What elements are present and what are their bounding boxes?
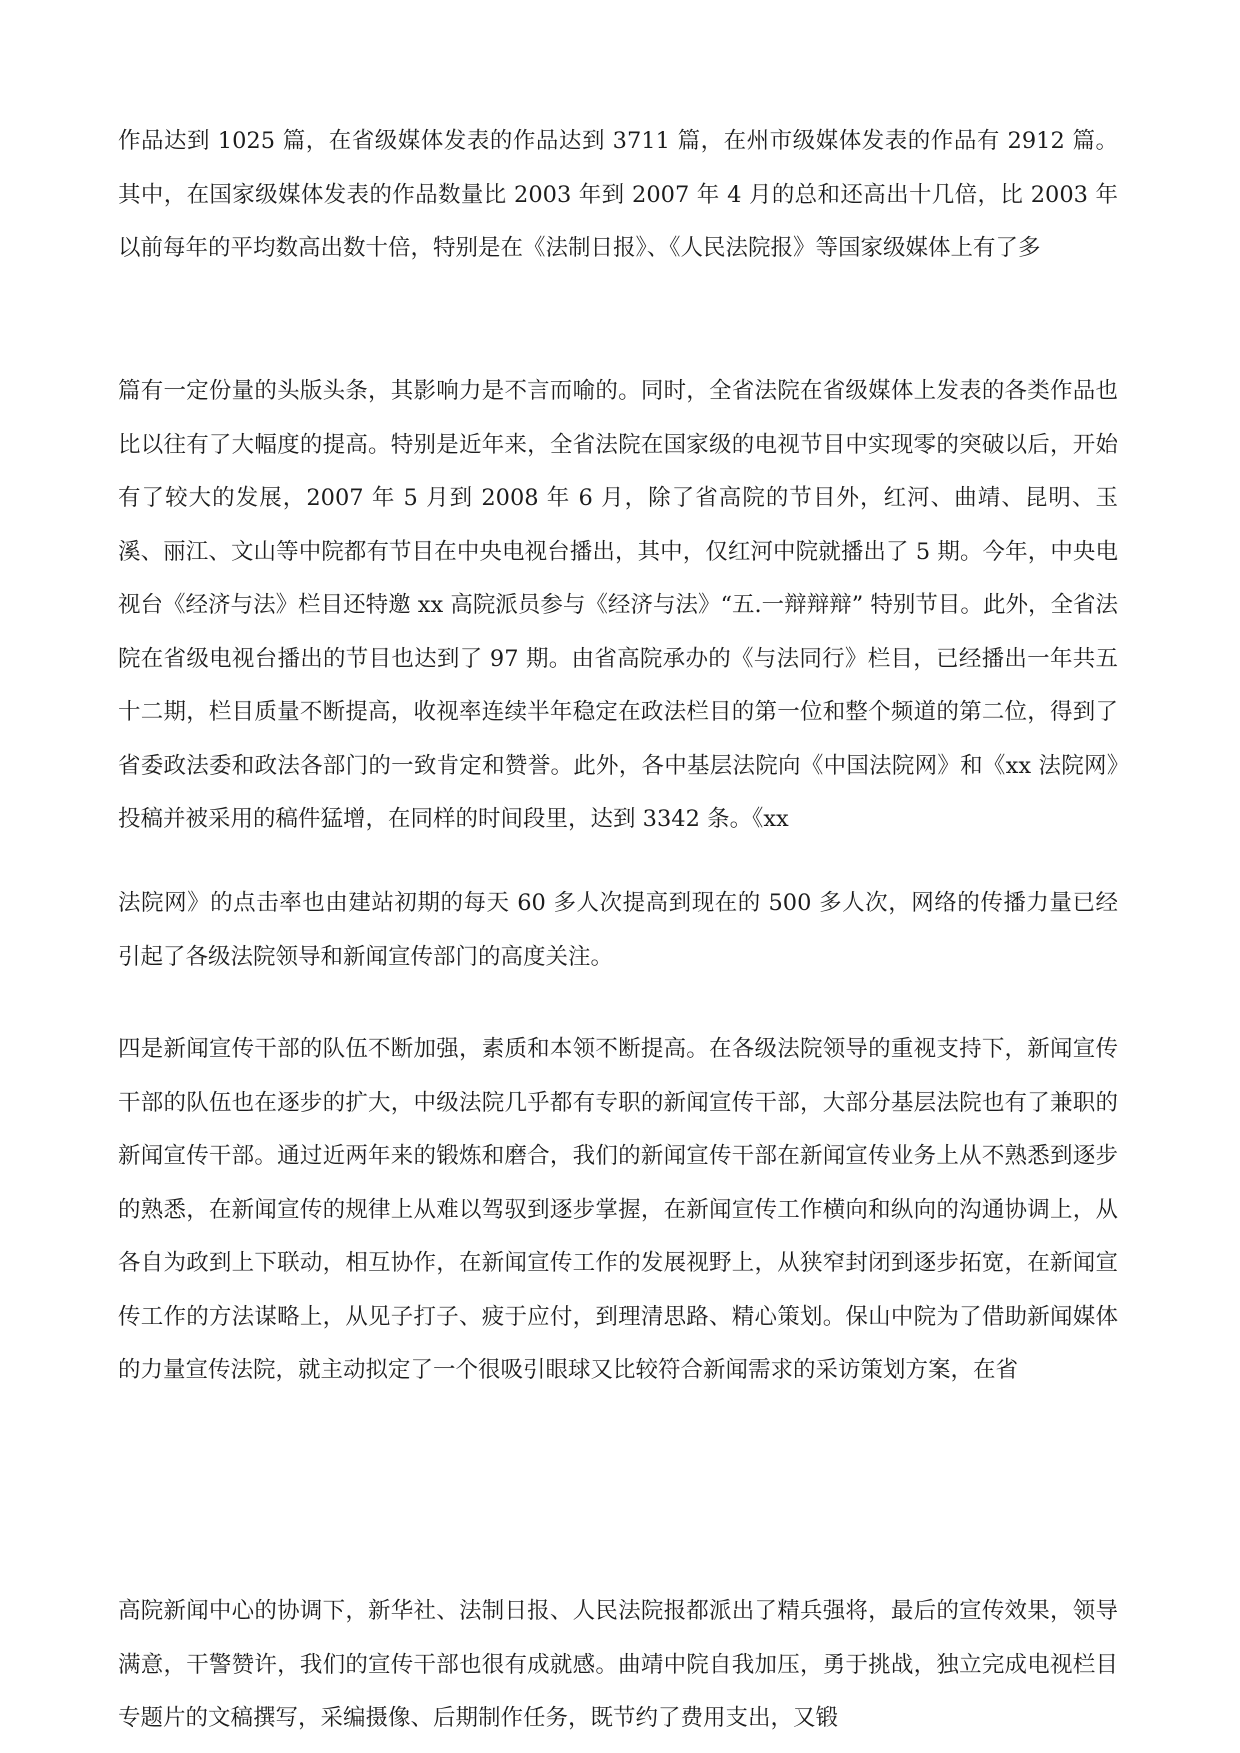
paragraph-tv-programs: 篇有一定份量的头版头条，其影响力是不言而喻的。同时，全省法院在省级媒体上发表的各类作品也比以往有了大幅度的提高。特别是近年来，全省法院在国家级的电视节目中实现零的突破以后，开始有了较大的发展，2007 年 5 月到 2008 年 6 月，除了省高院的节目外，红河、曲靖、昆明、玉溪、丽江、文山等中院都有节目在中央电视台播出，其中，仅红河中院就播出了 5 期。今年，中央电视台《经济与法》栏目还特邀 xx 高院派员参与《经济与法》“五.一辩辩辩” 特别节目。此外，全省法院在省级电视台播出的节目也达到了 97 期。由省高院承办的《与法同行》栏目，已经播出一年共五十二期，栏目质量不断提高，收视率连续半年稳定在政法栏目的第一位和整个频道的第二位，得到了省委政法委和政法各部门的一致肯定和赞誉。此外，各中基层法院向《中国法院网》和《xx 法院网》投稿并被采用的稿件猛增，在同样的时间段里，达到 3342 条。《xx bbox=[118, 378, 1118, 832]
paragraph-news-center-coordination: 高院新闻中心的协调下，新华社、法制日报、人民法院报都派出了精兵强将，最后的宣传效果，领导满意，干警赞许，我们的宣传干部也很有成就感。曲靖中院自我加压，勇于挑战，独立完成电视栏目专题片的文稿撰写，采编摄像、后期制作任务，既节约了费用支出，又锻 bbox=[118, 1598, 1118, 1731]
paragraph-website-click-rate: 法院网》的点击率也由建站初期的每天 60 多人次提高到现在的 500 多人次，网络的传播力量已经引起了各级法院领导和新闻宣传部门的高度关注。 bbox=[118, 890, 1118, 970]
paragraph-media-works-statistics: 作品达到 1025 篇，在省级媒体发表的作品达到 3711 篇，在州市级媒体发表的作品有 2912 篇。其中，在国家级媒体发表的作品数量比 2003 年到 2007 年 4 月的总和还高出十几倍，比 2003 年以前每年的平均数高出数十倍，特别是在《法制日报》、《人民法院报》等国家级媒体上有了多 bbox=[118, 128, 1118, 261]
paragraph-publicity-staff: 四是新闻宣传干部的队伍不断加强，素质和本领不断提高。在各级法院领导的重视支持下，新闻宣传干部的队伍也在逐步的扩大，中级法院几乎都有专职的新闻宣传干部，大部分基层法院也有了兼职的新闻宣传干部。通过近两年来的锻炼和磨合，我们的新闻宣传干部在新闻宣传业务上从不熟悉到逐步的熟悉，在新闻宣传的规律上从难以驾驭到逐步掌握，在新闻宣传工作横向和纵向的沟通协调上，从各自为政到上下联动，相互协作，在新闻宣传工作的发展视野上，从狭窄封闭到逐步拓宽，在新闻宣传工作的方法谋略上，从见子打子、疲于应付，到理清思路、精心策划。保山中院为了借助新闻媒体的力量宣传法院，就主动拟定了一个很吸引眼球又比较符合新闻需求的采访策划方案，在省 bbox=[118, 1036, 1118, 1383]
